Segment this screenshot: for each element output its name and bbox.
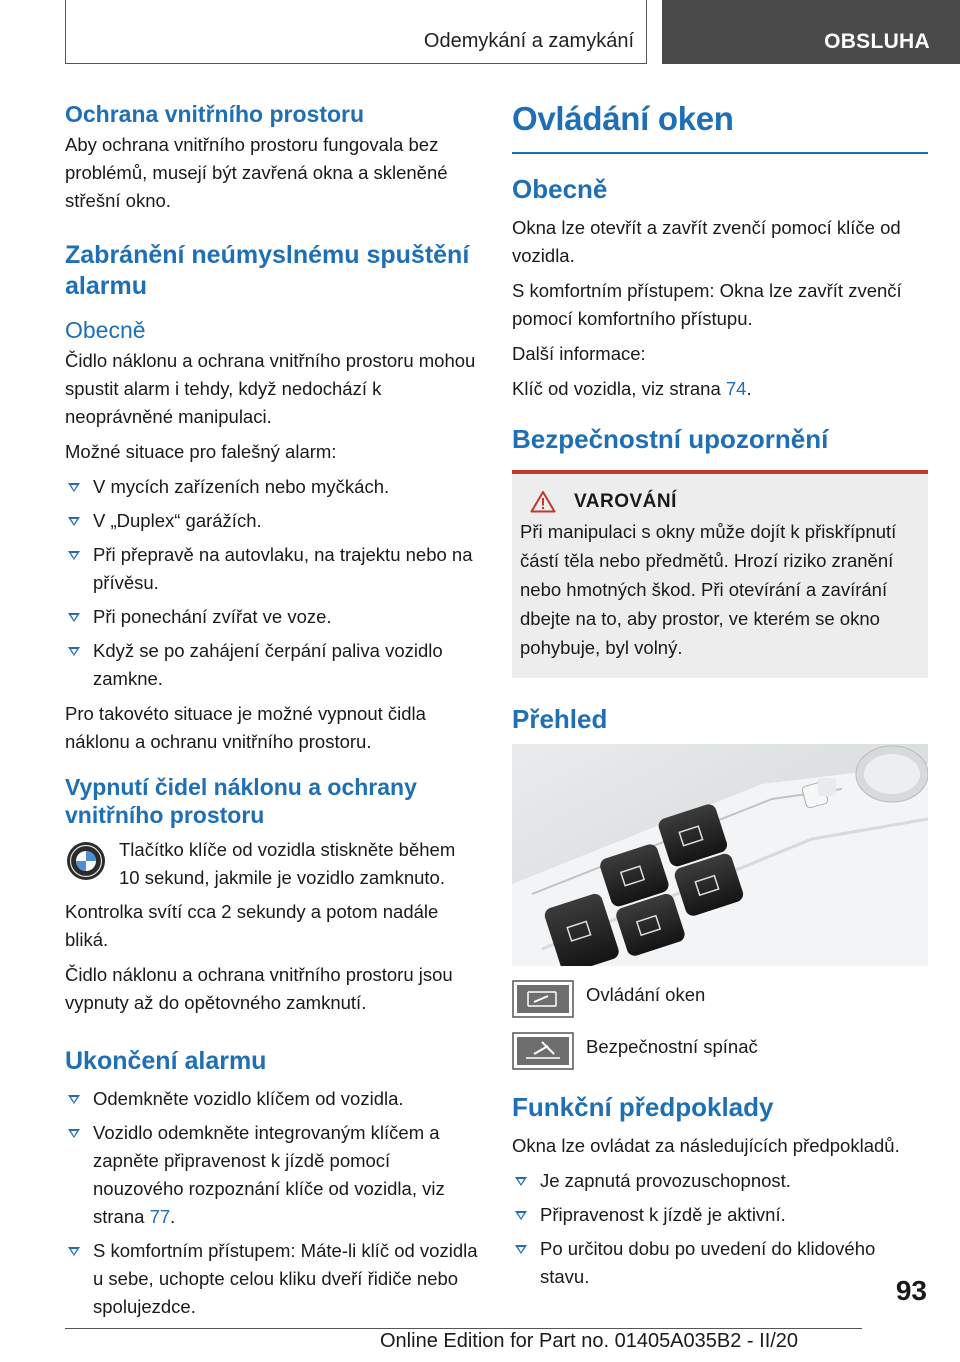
legend-label-window-control: Ovládání oken	[586, 984, 706, 1005]
triangle-bullet-icon	[68, 1095, 80, 1104]
paragraph-indicator-lamp: Kontrolka svítí cca 2 sekundy a potom nadále bliká.	[65, 901, 439, 950]
triangle-bullet-icon	[515, 1211, 527, 1220]
heading-overview: Přehled	[512, 704, 608, 734]
end-alarm-list	[65, 1085, 479, 1321]
warning-box	[512, 470, 928, 678]
heading-prevent-alarm: Zabránění neúmyslnému spuštění alarmu	[65, 241, 470, 300]
list-item: Vozidlo odemkněte integrovaným klíčem a zapněte připravenost k jízdě pomocí nouzového rozpoznání klíče od vozidla, viz strana 77.	[65, 1119, 479, 1231]
paragraph-prerequisites: Okna lze ovládat za následujících předpokladů.	[512, 1135, 900, 1156]
footer-edition: Online Edition for Part no. 01405A035B2 - II/20	[380, 1330, 799, 1352]
header-chapter-tab	[662, 0, 960, 64]
key-instruction	[65, 836, 479, 892]
heading-end-alarm: Ukončení alarmu	[65, 1047, 267, 1075]
triangle-bullet-icon	[68, 647, 80, 656]
paragraph-more-info: Další informace:	[512, 343, 646, 364]
page-link-77[interactable]: 77	[149, 1206, 171, 1227]
paragraph-key-reference: Klíč od vozidla, viz strana 74.	[512, 378, 752, 399]
vehicle-key-logo-icon	[65, 840, 107, 882]
warning-triangle-icon	[530, 490, 556, 513]
paragraph-open-close: Okna lze otevřít a zavřít zvenčí pomocí klíče od vozidla.	[512, 217, 901, 266]
safety-switch-icon	[512, 1032, 574, 1070]
header-section-title: Odemykání a zamykání	[423, 30, 634, 52]
heading-safety-notes: Bezpečnostní upozornění	[512, 424, 829, 454]
right-column	[512, 100, 928, 1298]
triangle-bullet-icon	[68, 551, 80, 560]
heading-prerequisites: Funkční předpoklady	[512, 1092, 774, 1122]
window-switches-photo	[512, 744, 928, 966]
triangle-bullet-icon	[68, 1247, 80, 1256]
header-chapter-label: OBSLUHA	[824, 30, 930, 53]
list-item: Při přepravě na autovlaku, na trajektu nebo na přívěsu.	[65, 541, 479, 597]
situations-list	[65, 473, 479, 693]
list-item: V mycích zařízeních nebo myčkách.	[65, 473, 479, 501]
paragraph-comfort-access: S komfortním přístupem: Okna lze zavřít zvenčí pomocí komfortního přístupu.	[512, 280, 902, 329]
triangle-bullet-icon	[515, 1245, 527, 1254]
heading-interior-protection: Ochrana vnitřního prostoru	[65, 101, 365, 127]
list-item: S komfortním přístupem: Máte-li klíč od vozidla u sebe, uchopte celou kliku dveří řidiče nebo spolujezdce.	[65, 1237, 479, 1321]
paragraph-off-until-relock: Čidlo náklonu a ochrana vnitřního prostoru jsou vypnuty až do opětovného zamknutí.	[65, 964, 453, 1013]
left-column	[65, 100, 479, 1328]
triangle-bullet-icon	[515, 1177, 527, 1186]
paragraph-interior: Aby ochrana vnitřního prostoru fungovala bez problémů, musejí být zavřená okna a skleněné střešní okno.	[65, 134, 448, 211]
header-section-box	[65, 0, 647, 64]
page-link-74[interactable]: 74	[725, 378, 747, 399]
list-item: Když se po zahájení čerpání paliva vozidlo zamkne.	[65, 637, 479, 693]
legend-label-safety-switch: Bezpečnostní spínač	[586, 1036, 758, 1057]
list-item: Při ponechání zvířat ve voze.	[65, 603, 479, 631]
list-item: V „Duplex“ garážích.	[65, 507, 479, 535]
legend-safety-switch	[512, 1032, 928, 1070]
paragraph-key-press: Tlačítko klíče od vozidla stiskněte během 10 sekund, jakmile je vozidlo zamknuto.	[119, 839, 456, 888]
prerequisites-list	[512, 1167, 928, 1291]
window-control-icon	[512, 980, 574, 1018]
heading-general-left: Obecně	[65, 317, 146, 343]
page-number: 93	[895, 1275, 927, 1306]
heading-switch-off-sensors: Vypnutí čidel náklonu a ochrany vnitřního prostoru	[65, 774, 417, 828]
list-item: Připravenost k jízdě je aktivní.	[512, 1201, 928, 1229]
triangle-bullet-icon	[68, 483, 80, 492]
warning-text: Při manipulaci s okny může dojít k přiskřípnutí částí těla nebo předmětů. Hrozí riziko zranění nebo hmotných škod. Při otevírání a zavírání dbejte na to, aby prostor, ve kterém se okno pohybuje, byl volný.	[520, 521, 897, 658]
warning-title: VAROVÁNÍ	[520, 490, 920, 513]
legend-window-control	[512, 980, 928, 1018]
heading-general-right: Obecně	[512, 174, 608, 204]
heading-window-control: Ovládání oken	[512, 100, 928, 154]
footer-divider	[65, 1328, 862, 1329]
paragraph-situations-end: Pro takovéto situace je možné vypnout čidla náklonu a ochranu vnitřního prostoru.	[65, 703, 426, 752]
list-item: Odemkněte vozidlo klíčem od vozidla.	[65, 1085, 479, 1113]
triangle-bullet-icon	[68, 517, 80, 526]
paragraph-possible-situations: Možné situace pro falešný alarm:	[65, 441, 337, 462]
triangle-bullet-icon	[68, 1129, 80, 1138]
paragraph-tilt-sensor: Čidlo náklonu a ochrana vnitřního prostoru mohou spustit alarm i tehdy, když nedochází k neoprávněné manipulaci.	[65, 350, 476, 427]
list-item: Po určitou dobu po uvedení do klidového stavu.	[512, 1235, 928, 1291]
list-item: Je zapnutá provozuschopnost.	[512, 1167, 928, 1195]
triangle-bullet-icon	[68, 613, 80, 622]
